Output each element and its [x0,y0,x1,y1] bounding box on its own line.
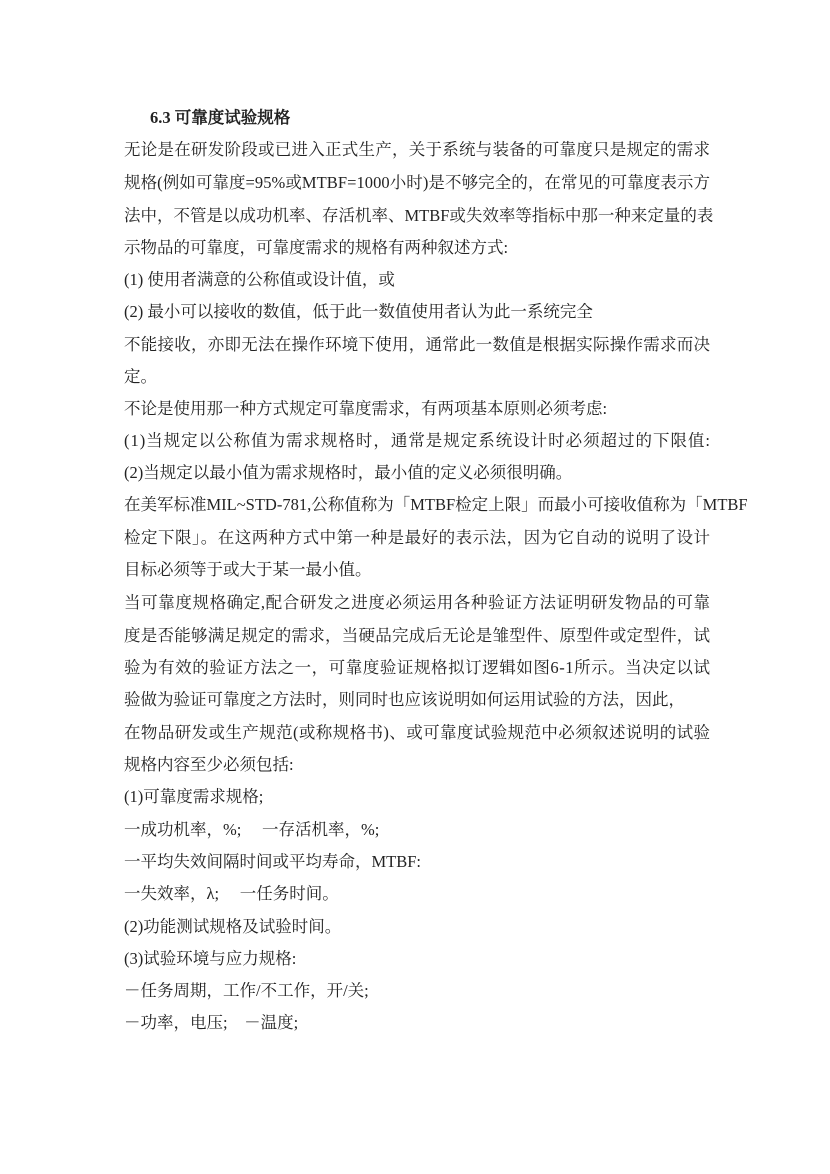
section-heading: 6.3 可靠度试验规格 [150,108,291,127]
paragraph-line: 在美军标准MIL~STD-781,公称值称为「MTBF检定上限」而最小可接收值称为「MTBF [124,495,748,514]
paragraph-line: 检定下限」。在这两种方式中第一种是最好的表示法，因为它自动的说明了设计 [124,528,711,547]
list-item: (3)试验环境与应力规格: [124,949,297,968]
list-item: (1)当规定以公称值为需求规格时，通常是规定系统设计时必须超过的下限值: [124,431,711,450]
list-item: (2) 最小可以接收的数值，低于此一数值使用者认为此一系统完全 [124,302,593,321]
paragraph-line: 验做为验证可靠度之方法时，则同时也应该说明如何运用试验的方法，因此， [124,690,685,709]
paragraph-line: 不能接收，亦即无法在操作环境下使用，通常此一数值是根据实际操作需求而决 [124,335,711,354]
paragraph-line: 不论是使用那一种方式规定可靠度需求，有两项基本原则必须考虑: [124,399,608,418]
paragraph-line: 无论是在研发阶段或已进入正式生产，关于系统与装备的可靠度只是规定的需求 [124,140,711,159]
list-item: －功率，电压; －温度; [124,1013,299,1032]
list-item: (2)功能测试规格及试验时间。 [124,917,342,936]
paragraph-line: 规格(例如可靠度=95%或MTBF=1000小时)是不够完全的，在常见的可靠度表示方 [124,173,711,192]
paragraph-line: 在物品研发或生产规范(或称规格书)、或可靠度试验规范中必须叙述说明的试验 [124,723,711,742]
list-item: 一成功机率，%; 一存活机率，%; [124,820,380,839]
paragraph-line: 定。 [124,367,157,386]
list-item: －任务周期，工作/不工作，开/关; [124,981,369,1000]
paragraph-line: 示物品的可靠度，可靠度需求的规格有两种叙述方式: [124,238,509,257]
list-item: (2)当规定以最小值为需求规格时，最小值的定义必须很明确。 [124,463,573,482]
paragraph-line: 规格内容至少必须包括: [124,755,294,774]
list-item: 一平均失效间隔时间或平均寿命，MTBF: [124,852,422,871]
paragraph-line: 验为有效的验证方法之一，可靠度验证规格拟订逻辑如图6-1所示。当决定以试 [124,658,711,677]
paragraph-line: 度是否能够满足规定的需求，当硬品完成后无论是雏型件、原型件或定型件，试 [124,626,711,645]
list-item: 一失效率，λ; 一任务时间。 [124,884,339,903]
list-item: (1)可靠度需求规格; [124,787,264,806]
paragraph-line: 法中，不管是以成功机率、存活机率、MTBF或失效率等指标中那一种来定量的表 [124,206,714,225]
paragraph-line: 当可靠度规格确定,配合研发之进度必须运用各种验证方法证明研发物品的可靠 [124,593,711,612]
paragraph-line: 目标必须等于或大于某一最小值。 [124,560,372,579]
list-item: (1) 使用者满意的公称值或设计值，或 [124,270,395,289]
